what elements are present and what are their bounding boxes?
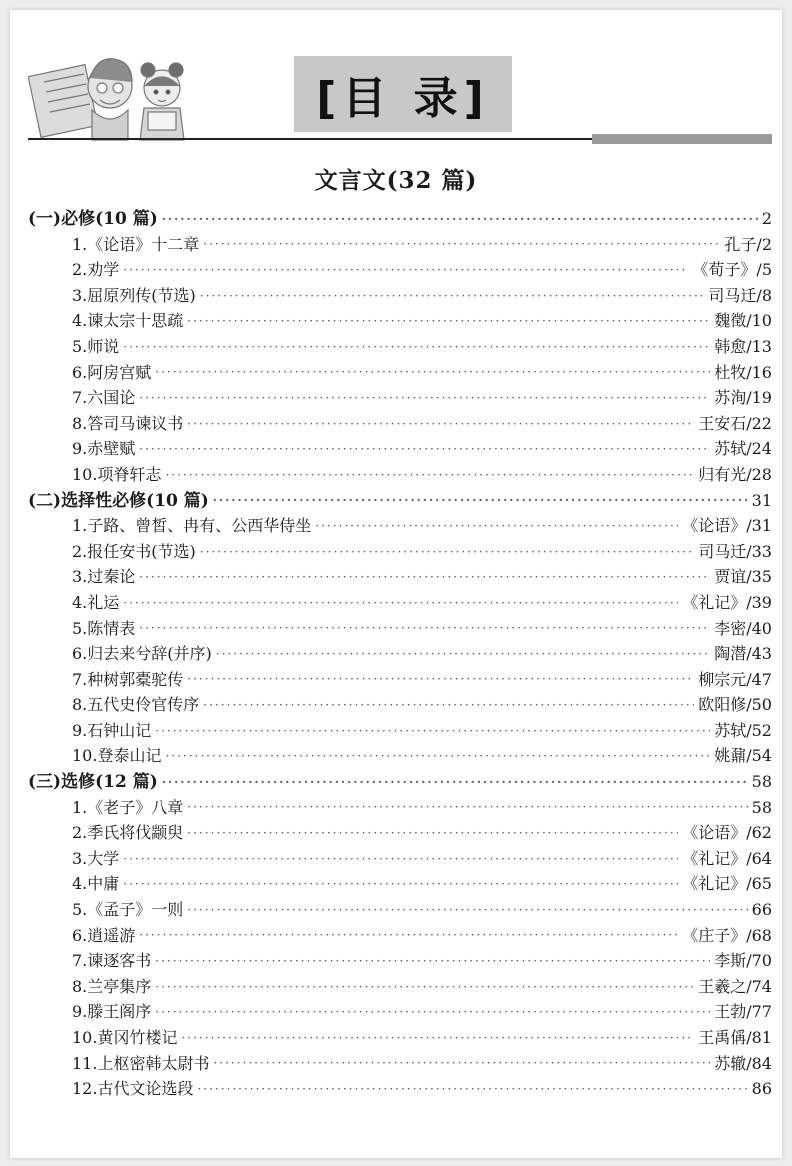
entry-author-page: 王勃/77: [714, 1002, 772, 1022]
entry-author-page: 58: [751, 797, 772, 817]
dot-leader: [155, 725, 710, 737]
section-title: (一)必修(10 篇): [28, 209, 158, 229]
entry-author-page: 陶潜/43: [714, 644, 772, 664]
dot-leader: [123, 878, 678, 890]
toc-section-heading[interactable]: [28, 488, 772, 514]
entry-author-page: 孔子/2: [724, 234, 772, 254]
toc-entry[interactable]: [28, 1025, 772, 1051]
entry-title: 5.《孟子》一则: [72, 900, 184, 920]
entry-author-page: 苏辙/84: [714, 1053, 772, 1073]
entry-title: 7.种树郭橐驼传: [72, 669, 184, 689]
toc-entry[interactable]: [28, 283, 772, 309]
dot-leader: [155, 366, 710, 378]
entry-title: 2.报任安书(节选): [72, 541, 196, 561]
dot-leader: [187, 418, 694, 430]
entry-title: 6.归去来兮辞(并序): [72, 644, 212, 664]
toc-entry[interactable]: [28, 616, 772, 642]
toc-entry[interactable]: [28, 846, 772, 872]
entry-author-page: 苏轼/24: [714, 439, 772, 459]
dot-leader: [139, 392, 710, 404]
entry-author-page: 《礼记》/65: [682, 874, 772, 894]
entry-title: 9.赤壁赋: [72, 439, 136, 459]
dot-leader: [187, 827, 678, 839]
dot-leader: [187, 673, 694, 685]
entry-author-page: 欧阳修/50: [698, 695, 772, 715]
dot-leader: [162, 776, 748, 788]
toc-entry[interactable]: [28, 718, 772, 744]
dot-leader: [203, 699, 694, 711]
dot-leader: [123, 264, 688, 276]
toc-entry[interactable]: [28, 539, 772, 565]
entry-author-page: 66: [751, 900, 772, 920]
toc-entry[interactable]: [28, 974, 772, 1000]
entry-title: 2.季氏将伐颛臾: [72, 823, 184, 843]
toc-entry[interactable]: [28, 897, 772, 923]
toc-entry[interactable]: [28, 360, 772, 386]
dot-leader: [315, 520, 678, 532]
entry-title: 9.滕王阁序: [72, 1002, 152, 1022]
toc-entry[interactable]: [28, 871, 772, 897]
entry-author-page: 《荀子》/5: [692, 260, 772, 280]
entry-author-page: 王禹偁/81: [698, 1028, 772, 1047]
dot-leader: [213, 494, 748, 506]
entry-title: 10.登泰山记: [72, 746, 162, 766]
entry-title: 4.礼运: [72, 592, 120, 612]
toc-entry[interactable]: [28, 334, 772, 360]
toc-entry[interactable]: [28, 564, 772, 590]
dot-leader: [155, 955, 710, 967]
dot-leader: [213, 1057, 710, 1069]
page-header: [10, 10, 782, 160]
entry-author-page: 《礼记》/39: [682, 592, 772, 612]
dot-leader: [155, 981, 694, 993]
entry-author-page: 苏轼/52: [714, 720, 772, 740]
entry-author-page: 《论语》/62: [682, 823, 772, 843]
section-page: 2: [761, 209, 772, 228]
entry-author-page: 姚鼐/54: [714, 746, 772, 766]
toc-entry[interactable]: [28, 795, 772, 821]
dot-leader: [187, 904, 747, 916]
dot-leader: [162, 213, 758, 225]
toc-entry[interactable]: [28, 462, 772, 488]
toc-entry[interactable]: [28, 667, 772, 693]
dot-leader: [139, 443, 710, 455]
entry-author-page: 李斯/70: [714, 951, 772, 971]
dot-leader: [139, 571, 710, 583]
toc-entry[interactable]: [28, 385, 772, 411]
dot-leader: [197, 1083, 747, 1095]
entry-author-page: 李密/40: [714, 618, 772, 638]
toc-entry[interactable]: [28, 692, 772, 718]
dot-leader: [139, 929, 678, 941]
entry-author-page: 王安石/22: [698, 413, 772, 433]
entry-author-page: 司马迁/8: [708, 285, 772, 305]
toc-entry[interactable]: [28, 923, 772, 949]
entry-title: 1.《论语》十二章: [72, 234, 200, 254]
entry-title: 8.答司马谏议书: [72, 413, 184, 433]
toc-entry[interactable]: [28, 411, 772, 437]
entry-title: 6.逍遥游: [72, 925, 136, 945]
entry-author-page: 贾谊/35: [714, 567, 772, 587]
header-rule: [28, 138, 600, 140]
entry-author-page: 86: [751, 1079, 772, 1099]
dot-leader: [165, 750, 710, 762]
entry-title: 7.六国论: [72, 388, 136, 408]
cartoon-illustration: [28, 48, 198, 148]
entry-author-page: 王羲之/74: [698, 976, 772, 996]
entry-title: 3.过秦论: [72, 567, 136, 587]
toc-entry[interactable]: [28, 590, 772, 616]
toc-entry[interactable]: [28, 1076, 772, 1102]
toc-entry[interactable]: [28, 948, 772, 974]
dot-leader: [139, 622, 710, 634]
entry-title: 1.《老子》八章: [72, 797, 184, 817]
entry-title: 8.五代史伶官传序: [72, 695, 200, 715]
toc-entry[interactable]: [28, 308, 772, 334]
entry-title: 8.兰亭集序: [72, 976, 152, 996]
section-title: (二)选择性必修(10 篇): [28, 490, 209, 511]
entry-title: 10.黄冈竹楼记: [72, 1028, 178, 1047]
entry-title: 4.中庸: [72, 874, 120, 894]
entry-title: 3.大学: [72, 848, 120, 868]
section-page: 58: [751, 772, 772, 792]
toc-entry[interactable]: [28, 232, 772, 258]
toc-entry[interactable]: [28, 513, 772, 539]
entry-author-page: 司马迁/33: [698, 541, 772, 561]
entry-author-page: 杜牧/16: [714, 362, 772, 382]
dot-leader: [216, 648, 710, 660]
entry-title: 3.屈原列传(节选): [72, 285, 196, 305]
toc-subtitle: 文言文(32 篇): [314, 167, 478, 194]
entry-title: 10.项脊轩志: [72, 464, 162, 484]
toc-entry[interactable]: [28, 1051, 772, 1077]
entry-title: 6.阿房宫赋: [72, 362, 152, 382]
toc-entry[interactable]: [28, 641, 772, 667]
entry-title: 11.上枢密韩太尉书: [72, 1053, 210, 1073]
document-page: [10, 10, 782, 1158]
toc-entry[interactable]: [28, 257, 772, 283]
dot-leader: [165, 469, 694, 481]
toc-section-heading[interactable]: [28, 769, 772, 795]
toc-entry[interactable]: [28, 820, 772, 846]
dot-leader: [200, 546, 694, 558]
section-page: 31: [751, 490, 772, 510]
dot-leader: [123, 597, 678, 609]
toc-entry[interactable]: [28, 743, 772, 769]
entry-title: 5.师说: [72, 336, 120, 356]
header-rule-accent: [592, 134, 772, 144]
dot-leader: [200, 290, 705, 302]
entry-author-page: 《礼记》/64: [682, 848, 772, 868]
entry-title: 7.谏逐客书: [72, 951, 152, 971]
toc-section-heading[interactable]: [28, 206, 772, 232]
entry-title: 4.谏太宗十思疏: [72, 311, 184, 331]
dot-leader: [187, 801, 747, 813]
toc-entry[interactable]: [28, 436, 772, 462]
entry-title: 1.子路、曾皙、冉有、公西华侍坐: [72, 516, 312, 536]
dot-leader: [123, 341, 710, 353]
entry-author-page: 归有光/28: [698, 464, 772, 484]
entry-author-page: 魏徵/10: [714, 311, 772, 331]
entry-author-page: 《论语》/31: [682, 516, 772, 536]
dot-leader: [187, 315, 710, 327]
entry-title: 2.劝学: [72, 260, 120, 280]
entry-title: 12.古代文论选段: [72, 1079, 194, 1099]
entry-title: 5.陈情表: [72, 618, 136, 638]
toc-entry[interactable]: [28, 999, 772, 1025]
entry-author-page: 柳宗元/47: [698, 669, 772, 689]
entry-author-page: 韩愈/13: [714, 336, 772, 356]
dot-leader: [203, 238, 720, 250]
entry-author-page: 《庄子》/68: [682, 925, 772, 945]
dot-leader: [181, 1032, 694, 1044]
entry-author-page: 苏洵/19: [714, 388, 772, 408]
page-title: [目 录]: [294, 56, 512, 132]
dot-leader: [155, 1006, 710, 1018]
table-of-contents: [28, 206, 772, 1102]
entry-title: 9.石钟山记: [72, 720, 152, 740]
dot-leader: [123, 853, 678, 865]
section-title: (三)选修(12 篇): [28, 772, 158, 793]
